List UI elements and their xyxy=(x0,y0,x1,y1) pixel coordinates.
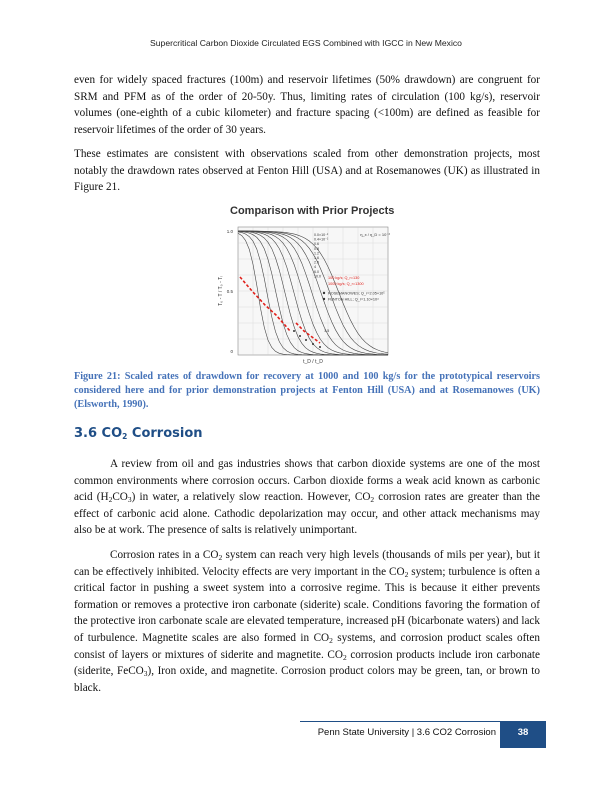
prior-project-point xyxy=(293,330,295,332)
curve-label: 2.5 xyxy=(314,260,319,265)
curve-label: 0.6 xyxy=(314,242,319,247)
legend-marker-fenton xyxy=(323,298,325,300)
body-paragraph-2: These estimates are consistent with observations scaled from other demonstration projects, most notably the drawdown rates observed at Fenton Hill (USA) and at Rosemanowes (UK) as illustrated in Figure 21. xyxy=(74,148,540,194)
curve-label: 1.2 xyxy=(314,251,319,256)
top-right-note: η_x / η_D = 10⁻³ xyxy=(360,232,390,237)
figure-21-plot xyxy=(210,203,410,365)
section-paragraph-2: Corrosion rates in a $CO_2$ system can reach very high levels (thousands of mils per year), but it can be effectively inhibited. Velocity effects are very important in the $CO_2$ system; turbulence is often a critical factor in pushing a sweet system into a corrosive regime. This is because it either prevents formation or removes a protective iron carbonate (siderite) scale. Conditions favoring the formation of the protective iron carbonate scale are elevated temperature, increased pH (bicarbonate waters) and lack of turbulence. Magnetite scales are also formed in $CO_2$ systems, and corrosion product scales often consist of layers or mixtures of siderite and magnetite. $CO_2$ corrosion products include iron carbonate (siderite, FeCO$_3$), Iron oxide, and magnetite. Corrosion product colors may be green, tan, or brown to black. xyxy=(74,549,541,694)
curve-label: 6.0 xyxy=(314,269,319,274)
y-tick-top: 1.0 xyxy=(226,229,233,234)
figure-caption: Figure 21: Scaled rates of drawdown for recovery at 1000 and 100 kg/s for the prototypical reservoirs considered here and for prior demonstration projects at Fenton Hill (USA) and at Rosemanowes (UK) (Elsworth, 1990). xyxy=(74,371,540,410)
legend-marker-rosemanowes xyxy=(323,292,325,294)
prior-project-point xyxy=(319,346,321,348)
curve-label: 0.0×10⁻² xyxy=(314,233,329,237)
legend-item-rosemanowes: ROSEMANOWES; Q_r=2.05×10⁵ xyxy=(328,291,385,296)
y-tick-mid: 0.5 xyxy=(226,289,233,294)
legend-item-100: 100 kg/s; Q_r=130 xyxy=(328,276,360,280)
prior-project-point xyxy=(299,335,301,337)
figure-title: Comparison with Prior Projects xyxy=(230,205,395,217)
body-paragraph-1: even for widely spaced fractures (100m) and reservoir lifetimes (50% drawdown) are congruent for SRM and PFM as of the order of 20-50y. Thus, limiting rates of circulation (100 kg/s), reservoir volumes (one-eighth of a cubic kilometer) and fracture spacing (<100m) are defined as feasible for reservoir lifetimes of the order of 30 years. xyxy=(74,74,540,136)
legend-item-fenton: FENTON HILL; Q_r=1.10×10⁴ xyxy=(328,297,379,302)
footer-text: Penn State University | 3.6 CO2 Corrosion xyxy=(317,727,496,738)
prior-project-point xyxy=(312,343,314,345)
curve-label: 0.4×10⁻² xyxy=(314,237,329,242)
section-paragraph-1: A review from oil and gas industries shows that carbon dioxide systems are one of the most common environments where corrosion occurs. Carbon dioxide forms a weak acid known as carbonic acid $(H_2CO_3)$ in water, a relatively slow reaction. However, $CO_2$ corrosion rates are greater than the effect of carbonic acid alone. Cathodic depolarization may occur, and other attack mechanisms may also be at work. The presence of salts is relatively unimportant. xyxy=(74,458,540,537)
page-number: 38 xyxy=(500,722,546,748)
y-axis-label: T₀ - T / T₀ - Tᵢ xyxy=(218,276,224,306)
curve-annotation: 1.5 xyxy=(324,329,330,333)
section-heading: 3.6 $CO_2$ Corrosion xyxy=(74,426,203,441)
curve-label: 10.0 xyxy=(314,274,321,279)
prior-project-point xyxy=(305,339,307,341)
y-tick-bottom: 0 xyxy=(230,349,233,354)
running-header: Supercritical Carbon Dioxide Circulated EGS Combined with IGCC in New Mexico xyxy=(150,38,462,48)
curve-label: 1.6 xyxy=(314,256,319,260)
legend-item-1000: 1000 kg/s; Q_r=1300 xyxy=(328,282,364,286)
curve-label: 4 xyxy=(314,265,316,270)
curve-label: 0.8 xyxy=(314,246,319,251)
figure-21 xyxy=(210,203,410,365)
x-axis-label: t_D / t_D xyxy=(303,359,323,365)
